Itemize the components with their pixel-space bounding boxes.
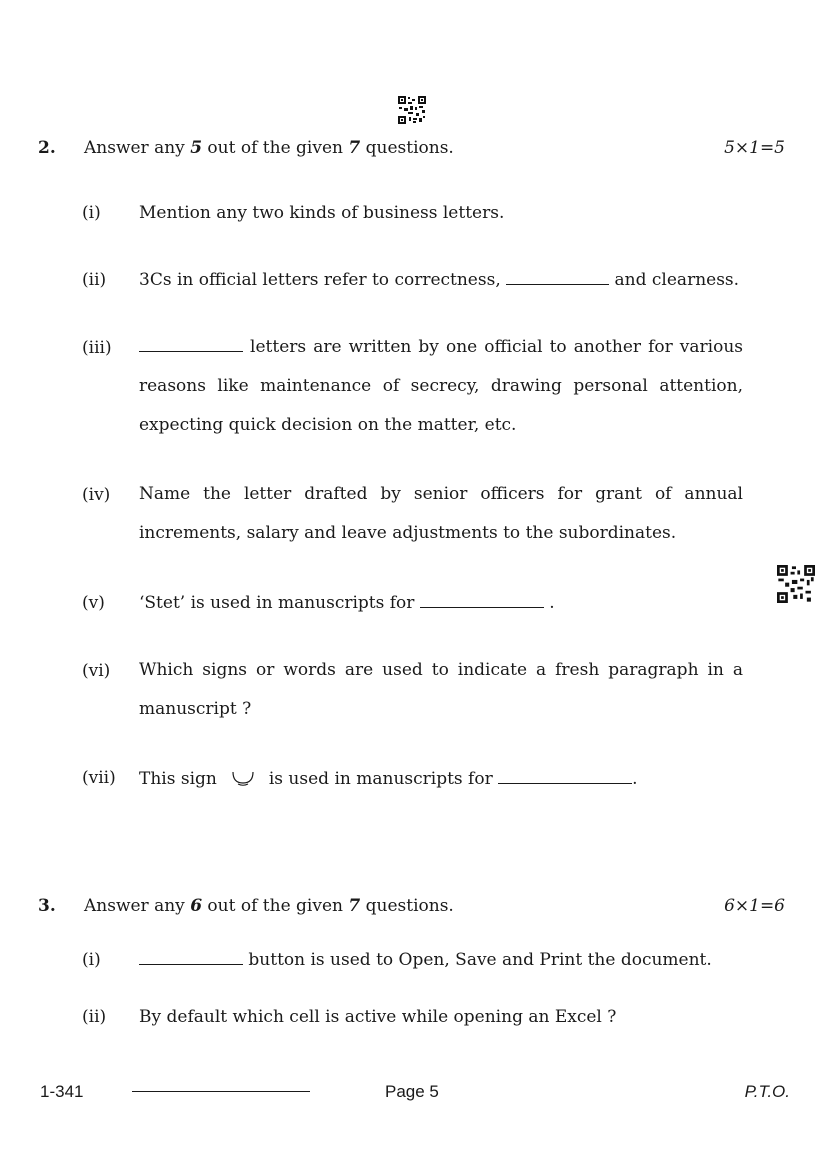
paper-code: 1-341 (40, 1082, 84, 1101)
sub-question-text: 3Cs in official letters refer to correctness, and clearness. (139, 270, 740, 290)
answer-blank (139, 950, 243, 965)
sub-question-text: By default which cell is active while opening an Excel ? (139, 1007, 617, 1027)
pto-note: P.T.O. (744, 1082, 790, 1101)
qr-code-side (777, 565, 815, 603)
answer-blank (506, 270, 609, 285)
question-instruction: Answer any 5 out of the given 7 questions. (84, 138, 454, 158)
footer-divider (132, 1091, 310, 1092)
question-instruction: Answer any 6 out of the given 7 questions. (84, 896, 454, 916)
answer-blank (498, 769, 632, 784)
marks-allocation: 5×1=5 (724, 138, 785, 158)
answer-blank (139, 337, 243, 352)
sub-question-label: (iii) (82, 338, 112, 358)
sub-question-text: letters are written by one official to another for various reasons like maintenance of secrecy, drawing personal attention, expecting quick decision on the matter, etc. (139, 337, 743, 435)
answer-blank (420, 593, 544, 608)
page-number: Page 5 (385, 1082, 439, 1101)
qr-code-top (398, 96, 426, 124)
sub-question-label: (vi) (82, 661, 111, 681)
sub-question-label: (i) (82, 203, 101, 223)
marks-allocation: 6×1=6 (724, 896, 785, 916)
question-number: 2. (38, 138, 56, 158)
sub-question-label: (vii) (82, 768, 116, 788)
sub-question-text: This sign is used in manuscripts for . (139, 769, 638, 789)
sub-question-label: (iv) (82, 485, 111, 505)
sub-question-label: (ii) (82, 270, 107, 290)
sub-question-text: Name the letter drafted by senior officers for grant of annual increments, salary and leave adjustments to the subordinates. (139, 484, 743, 543)
sub-question-text: Mention any two kinds of business letters. (139, 203, 505, 223)
sub-question-label: (ii) (82, 1007, 107, 1027)
sub-question-text: ‘Stet’ is used in manuscripts for . (139, 593, 555, 613)
close-up-sign-icon (217, 768, 269, 788)
sub-question-text: button is used to Open, Save and Print the document. (139, 950, 712, 970)
sub-question-text: Which signs or words are used to indicate a fresh paragraph in a manuscript ? (139, 660, 743, 719)
sub-question-label: (v) (82, 593, 105, 613)
question-number: 3. (38, 896, 56, 916)
sub-question-label: (i) (82, 950, 101, 970)
